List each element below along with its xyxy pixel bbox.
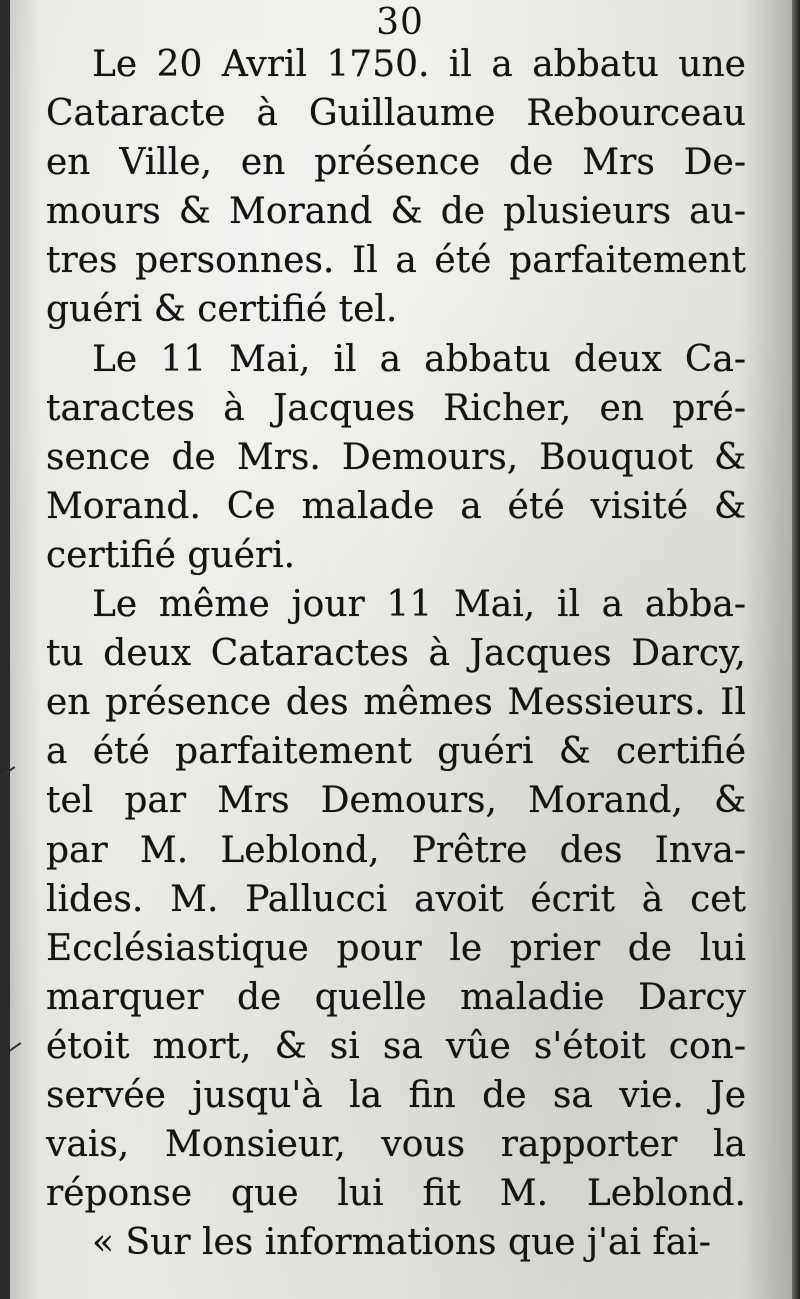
text-line: certifié guéri. bbox=[46, 534, 296, 576]
text-line: mours & Morand & de plusieurs au- bbox=[46, 191, 746, 233]
text-line: vais, Monsieur, vous rapporter la bbox=[46, 1124, 746, 1166]
text-line: guéri & certifié tel. bbox=[46, 289, 398, 331]
margin-mark bbox=[9, 1042, 22, 1052]
text-line: en Ville, en présence de Mrs De- bbox=[46, 142, 746, 184]
text-line: lides. M. Pallucci avoit écrit à cet bbox=[46, 878, 746, 920]
text-line: étoit mort, & si sa vûe s'étoit con- bbox=[46, 1025, 746, 1067]
page-number: 30 bbox=[376, 2, 424, 43]
text-line: Cataracte à Guillaume Rebourceau bbox=[46, 93, 746, 135]
text-line: Le 20 Avril 1750. il a abbatu une bbox=[92, 44, 746, 85]
text-line: réponse que lui fit M. Leblond. bbox=[46, 1173, 746, 1215]
text-line: sence de Mrs. Demours, Bouquot & bbox=[46, 436, 746, 478]
text-line: a été parfaitement guéri & certifié bbox=[46, 731, 746, 773]
body-text bbox=[46, 40, 746, 1267]
text-line: taractes à Jacques Richer, en pré- bbox=[46, 387, 746, 429]
text-line: tres personnes. Il a été parfaitement bbox=[46, 240, 746, 282]
text-line: marquer de quelle maladie Darcy bbox=[46, 976, 746, 1018]
text-line: servée jusqu'à la fin de sa vie. Je bbox=[46, 1074, 746, 1116]
page-edge-right bbox=[792, 0, 800, 1299]
text-line: « Sur les informations que j'ai fai- bbox=[92, 1222, 711, 1264]
text-line: Ecclésiastique pour le prier de lui bbox=[46, 927, 746, 969]
page-edge-left bbox=[0, 0, 10, 1299]
text-line: Morand. Ce malade a été visité & bbox=[46, 485, 746, 527]
text-line: tu deux Cataractes à Jacques Darcy, bbox=[46, 633, 746, 675]
text-line: tel par Mrs Demours, Morand, & bbox=[46, 780, 746, 822]
text-line: Le 11 Mai, il a abbatu deux Ca- bbox=[92, 338, 746, 380]
text-line: en présence des mêmes Messieurs. Il bbox=[46, 682, 746, 724]
text-line: par M. Leblond, Prêtre des Inva- bbox=[46, 829, 746, 871]
text-line: Le même jour 11 Mai, il a abba- bbox=[92, 584, 746, 626]
